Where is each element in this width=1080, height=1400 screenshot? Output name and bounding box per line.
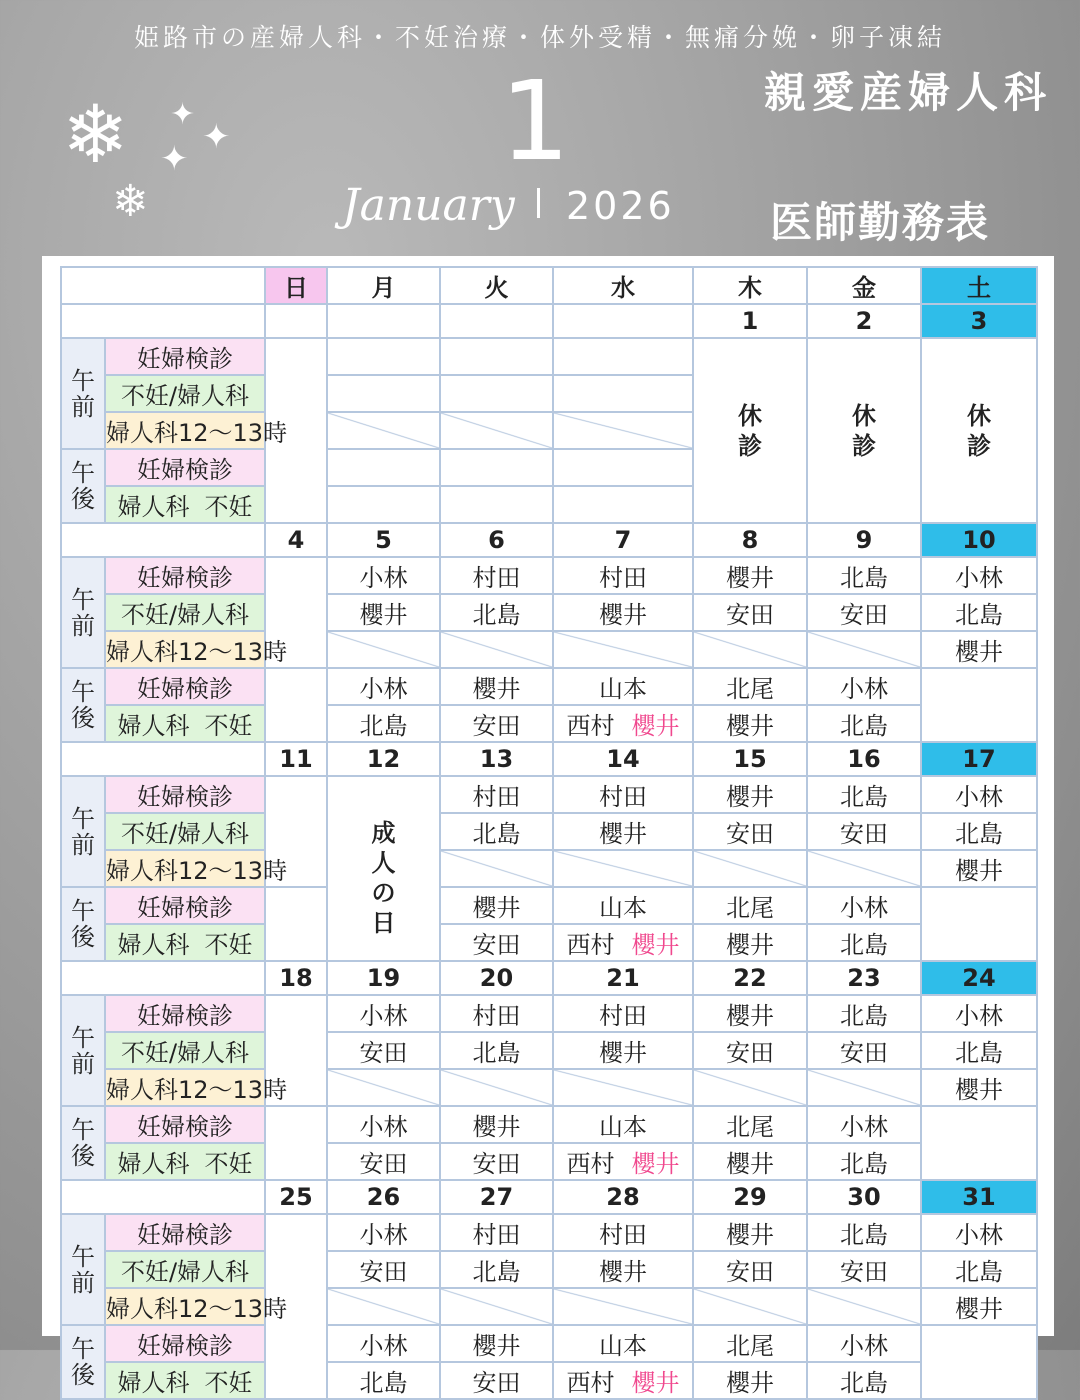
doctor-cell: 櫻井 <box>693 776 807 813</box>
gyn-noon-label: 婦人科12〜13時 <box>105 412 265 449</box>
doctor-name: 西村 <box>566 712 615 740</box>
gyn-noon-label: 婦人科12〜13時 <box>105 850 265 887</box>
doctor-cell: 北島 <box>440 813 553 850</box>
gyn-label: 婦人科 <box>117 712 190 740</box>
infertility-label: 不妊 <box>204 1150 253 1178</box>
prenatal-label: 妊婦検診 <box>105 1214 265 1251</box>
prenatal-label: 妊婦検診 <box>105 557 265 594</box>
date-row <box>61 523 1037 557</box>
prenatal-label: 妊婦検診 <box>105 995 265 1032</box>
doctor-cell: 櫻井 <box>693 1214 807 1251</box>
doctor-cell: 北島 <box>440 1251 553 1288</box>
doctor-cell: 北島 <box>327 1362 440 1399</box>
doctor-cell: 櫻井 <box>440 887 553 924</box>
infertility-label: 不妊 <box>204 493 253 521</box>
weekday-mon: 月 <box>327 267 440 304</box>
doctor-cell: 櫻井 <box>440 1106 553 1143</box>
doctor-cell: 小林 <box>807 668 921 705</box>
doctor-cell: 北島 <box>807 776 921 813</box>
doctor-cell: 櫻井 <box>327 594 440 631</box>
date-cell: 14 <box>553 742 693 776</box>
doctor-cell: 櫻井 <box>693 705 807 742</box>
doctor-cell: 小林 <box>327 1325 440 1362</box>
gyn-label: 婦人科 <box>117 1369 190 1397</box>
clinic-name: 親愛産婦人科 <box>763 68 1052 117</box>
doctor-cell: 山本 <box>553 1106 693 1143</box>
date-cell: 7 <box>553 523 693 557</box>
doctor-cell: 北尾 <box>693 1325 807 1362</box>
doctor-cell: 北島 <box>440 594 553 631</box>
doctor-cell: 北島 <box>807 1214 921 1251</box>
doctor-cell: 村田 <box>553 995 693 1032</box>
doctor-name: 櫻井 <box>631 712 680 740</box>
infertility-gyn-label: 不妊/婦人科 <box>105 813 265 850</box>
doctor-cell: 小林 <box>921 776 1037 813</box>
date-cell: 4 <box>265 523 327 557</box>
weekday-sat: 土 <box>921 267 1037 304</box>
doctor-cell: 北尾 <box>693 1106 807 1143</box>
date-cell: 30 <box>807 1180 921 1214</box>
doctor-cell: 村田 <box>553 1214 693 1251</box>
date-cell: 28 <box>553 1180 693 1214</box>
doctor-cell: 山本 <box>553 887 693 924</box>
infertility-gyn-label: 不妊/婦人科 <box>105 375 265 412</box>
doctor-cell: 山本 <box>553 668 693 705</box>
doctor-cell: 櫻井 <box>921 1288 1037 1325</box>
doctor-name: 櫻井 <box>631 1369 680 1397</box>
doctor-cell: 北尾 <box>693 887 807 924</box>
doctor-cell: 安田 <box>440 1143 553 1180</box>
doctor-cell: 小林 <box>327 1214 440 1251</box>
doctor-cell: 北島 <box>921 1251 1037 1288</box>
date-cell: 19 <box>327 961 440 995</box>
date-cell: 23 <box>807 961 921 995</box>
pm-label: 午 後 <box>61 668 105 742</box>
snowflake-icon: ❄ <box>62 88 130 181</box>
doctor-cell: 小林 <box>327 668 440 705</box>
pm-label: 午 後 <box>61 887 105 961</box>
date-cell: 15 <box>693 742 807 776</box>
doctor-cell: 村田 <box>440 995 553 1032</box>
gyn-noon-label: 婦人科12〜13時 <box>105 1069 265 1106</box>
doctor-cell: 安田 <box>440 924 553 961</box>
date-cell: 21 <box>553 961 693 995</box>
doctor-cell: 安田 <box>440 1362 553 1399</box>
date-cell: 27 <box>440 1180 553 1214</box>
am-label: 午 前 <box>61 557 105 668</box>
doctor-cell: 村田 <box>440 1214 553 1251</box>
gyn-label: 婦人科 <box>117 1150 190 1178</box>
date-cell: 22 <box>693 961 807 995</box>
weekday-thu: 木 <box>693 267 807 304</box>
date-row <box>61 961 1037 995</box>
schedule-title: 医師勤務表 <box>770 198 991 247</box>
header-separator <box>537 188 540 218</box>
date-cell: 10 <box>921 523 1037 557</box>
date-cell: 11 <box>265 742 327 776</box>
date-cell: 1 <box>693 304 807 338</box>
doctor-cell: 安田 <box>693 594 807 631</box>
doctor-name: 西村 <box>566 1369 615 1397</box>
pm-label: 午 後 <box>61 1325 105 1399</box>
doctor-cell: 北島 <box>921 594 1037 631</box>
doctor-cell: 櫻井 <box>921 631 1037 668</box>
prenatal-label: 妊婦検診 <box>105 338 265 375</box>
date-cell: 2 <box>807 304 921 338</box>
snowflake-small-icon: ❄ <box>112 176 149 227</box>
am-label: 午 前 <box>61 338 105 449</box>
date-cell: 29 <box>693 1180 807 1214</box>
doctor-cell: 小林 <box>807 1106 921 1143</box>
doctor-cell: 安田 <box>693 813 807 850</box>
doctor-cell: 小林 <box>807 1325 921 1362</box>
month-number: 1 <box>500 57 570 185</box>
sparkle-icon: ✦ <box>202 117 231 157</box>
gyn-noon-label: 婦人科12〜13時 <box>105 631 265 668</box>
date-cell: 8 <box>693 523 807 557</box>
infertility-gyn-label: 不妊/婦人科 <box>105 1251 265 1288</box>
infertility-gyn-label: 不妊/婦人科 <box>105 594 265 631</box>
date-cell: 20 <box>440 961 553 995</box>
doctor-cell: 櫻井 <box>553 1032 693 1069</box>
doctor-cell: 北島 <box>440 1032 553 1069</box>
closed-notice: 休 診 <box>807 338 921 523</box>
doctor-cell: 小林 <box>921 1214 1037 1251</box>
date-cell: 24 <box>921 961 1037 995</box>
doctor-cell: 安田 <box>327 1032 440 1069</box>
infertility-label: 不妊 <box>204 712 253 740</box>
doctor-cell: 安田 <box>807 813 921 850</box>
prenatal-label: 妊婦検診 <box>105 1106 265 1143</box>
doctor-cell: 村田 <box>440 776 553 813</box>
pm-label: 午 後 <box>61 449 105 523</box>
date-cell: 12 <box>327 742 440 776</box>
doctor-cell: 櫻井 <box>921 1069 1037 1106</box>
date-row <box>61 304 1037 338</box>
doctor-cell: 櫻井 <box>693 924 807 961</box>
weekday-tue: 火 <box>440 267 553 304</box>
doctor-cell: 櫻井 <box>440 668 553 705</box>
infertility-label: 不妊 <box>204 931 253 959</box>
doctor-cell: 安田 <box>693 1032 807 1069</box>
doctor-name: 西村 <box>566 931 615 959</box>
doctor-cell: 北島 <box>807 1143 921 1180</box>
holiday-notice: 成 人 の 日 <box>327 776 440 961</box>
doctor-cell: 北島 <box>921 813 1037 850</box>
doctor-cell: 小林 <box>921 995 1037 1032</box>
gyn-label: 婦人科 <box>117 493 190 521</box>
infertility-label: 不妊 <box>204 1369 253 1397</box>
date-cell: 25 <box>265 1180 327 1214</box>
doctor-cell: 小林 <box>327 995 440 1032</box>
doctor-cell: 安田 <box>807 1251 921 1288</box>
weekday-sun: 日 <box>265 267 327 304</box>
doctor-cell: 村田 <box>553 557 693 594</box>
gyn-label: 婦人科 <box>117 931 190 959</box>
date-cell: 26 <box>327 1180 440 1214</box>
prenatal-label: 妊婦検診 <box>105 668 265 705</box>
doctor-cell: 小林 <box>327 1106 440 1143</box>
closed-notice: 休 診 <box>693 338 807 523</box>
doctor-cell: 北尾 <box>693 668 807 705</box>
doctor-cell: 小林 <box>327 557 440 594</box>
doctor-cell: 北島 <box>807 1362 921 1399</box>
doctor-cell: 安田 <box>440 705 553 742</box>
duty-schedule-table <box>60 266 1038 1400</box>
doctor-cell: 櫻井 <box>553 1251 693 1288</box>
doctor-cell: 櫻井 <box>693 1362 807 1399</box>
date-row <box>61 742 1037 776</box>
sparkle-icon: ✦ <box>170 97 196 132</box>
year: 2026 <box>566 184 675 228</box>
doctor-cell: 北島 <box>327 705 440 742</box>
weekday-fri: 金 <box>807 267 921 304</box>
prenatal-label: 妊婦検診 <box>105 776 265 813</box>
date-cell: 6 <box>440 523 553 557</box>
infertility-gyn-label: 不妊/婦人科 <box>105 1032 265 1069</box>
month-name: January <box>342 180 515 231</box>
doctor-cell: 安田 <box>327 1251 440 1288</box>
weekday-wed: 水 <box>553 267 693 304</box>
prenatal-label: 妊婦検診 <box>105 887 265 924</box>
doctor-cell: 安田 <box>807 1032 921 1069</box>
doctor-cell: 北島 <box>807 557 921 594</box>
doctor-name: 西村 <box>566 1150 615 1178</box>
doctor-cell: 櫻井 <box>693 1143 807 1180</box>
date-cell: 31 <box>921 1180 1037 1214</box>
weekday-header-row <box>61 267 1037 304</box>
doctor-cell: 櫻井 <box>440 1325 553 1362</box>
date-cell: 16 <box>807 742 921 776</box>
am-label: 午 前 <box>61 776 105 887</box>
am-label: 午 前 <box>61 1214 105 1325</box>
sparkle-icon: ✦ <box>160 139 189 179</box>
prenatal-label: 妊婦検診 <box>105 449 265 486</box>
date-cell: 5 <box>327 523 440 557</box>
doctor-cell: 北島 <box>921 1032 1037 1069</box>
doctor-name: 櫻井 <box>631 931 680 959</box>
date-cell: 13 <box>440 742 553 776</box>
date-cell: 18 <box>265 961 327 995</box>
date-cell: 9 <box>807 523 921 557</box>
date-row <box>61 1180 1037 1214</box>
doctor-cell: 北島 <box>807 705 921 742</box>
am-label: 午 前 <box>61 995 105 1106</box>
doctor-cell: 櫻井 <box>693 557 807 594</box>
doctor-cell: 安田 <box>693 1251 807 1288</box>
gyn-noon-label: 婦人科12〜13時 <box>105 1288 265 1325</box>
doctor-cell: 北島 <box>807 924 921 961</box>
doctor-cell: 安田 <box>327 1143 440 1180</box>
doctor-cell: 櫻井 <box>921 850 1037 887</box>
doctor-cell: 村田 <box>440 557 553 594</box>
doctor-cell: 山本 <box>553 1325 693 1362</box>
doctor-cell: 村田 <box>553 776 693 813</box>
date-cell: 3 <box>921 304 1037 338</box>
doctor-cell: 小林 <box>921 557 1037 594</box>
doctor-cell: 櫻井 <box>553 813 693 850</box>
date-cell: 17 <box>921 742 1037 776</box>
prenatal-label: 妊婦検診 <box>105 1325 265 1362</box>
doctor-cell: 櫻井 <box>553 594 693 631</box>
doctor-cell: 櫻井 <box>693 995 807 1032</box>
pm-label: 午 後 <box>61 1106 105 1180</box>
doctor-cell: 北島 <box>807 995 921 1032</box>
closed-notice: 休 診 <box>921 338 1037 523</box>
clinic-tagline: 姫路市の産婦人科・不妊治療・体外受精・無痛分娩・卵子凍結 <box>133 23 946 52</box>
doctor-cell: 安田 <box>807 594 921 631</box>
doctor-cell: 小林 <box>807 887 921 924</box>
doctor-name: 櫻井 <box>631 1150 680 1178</box>
